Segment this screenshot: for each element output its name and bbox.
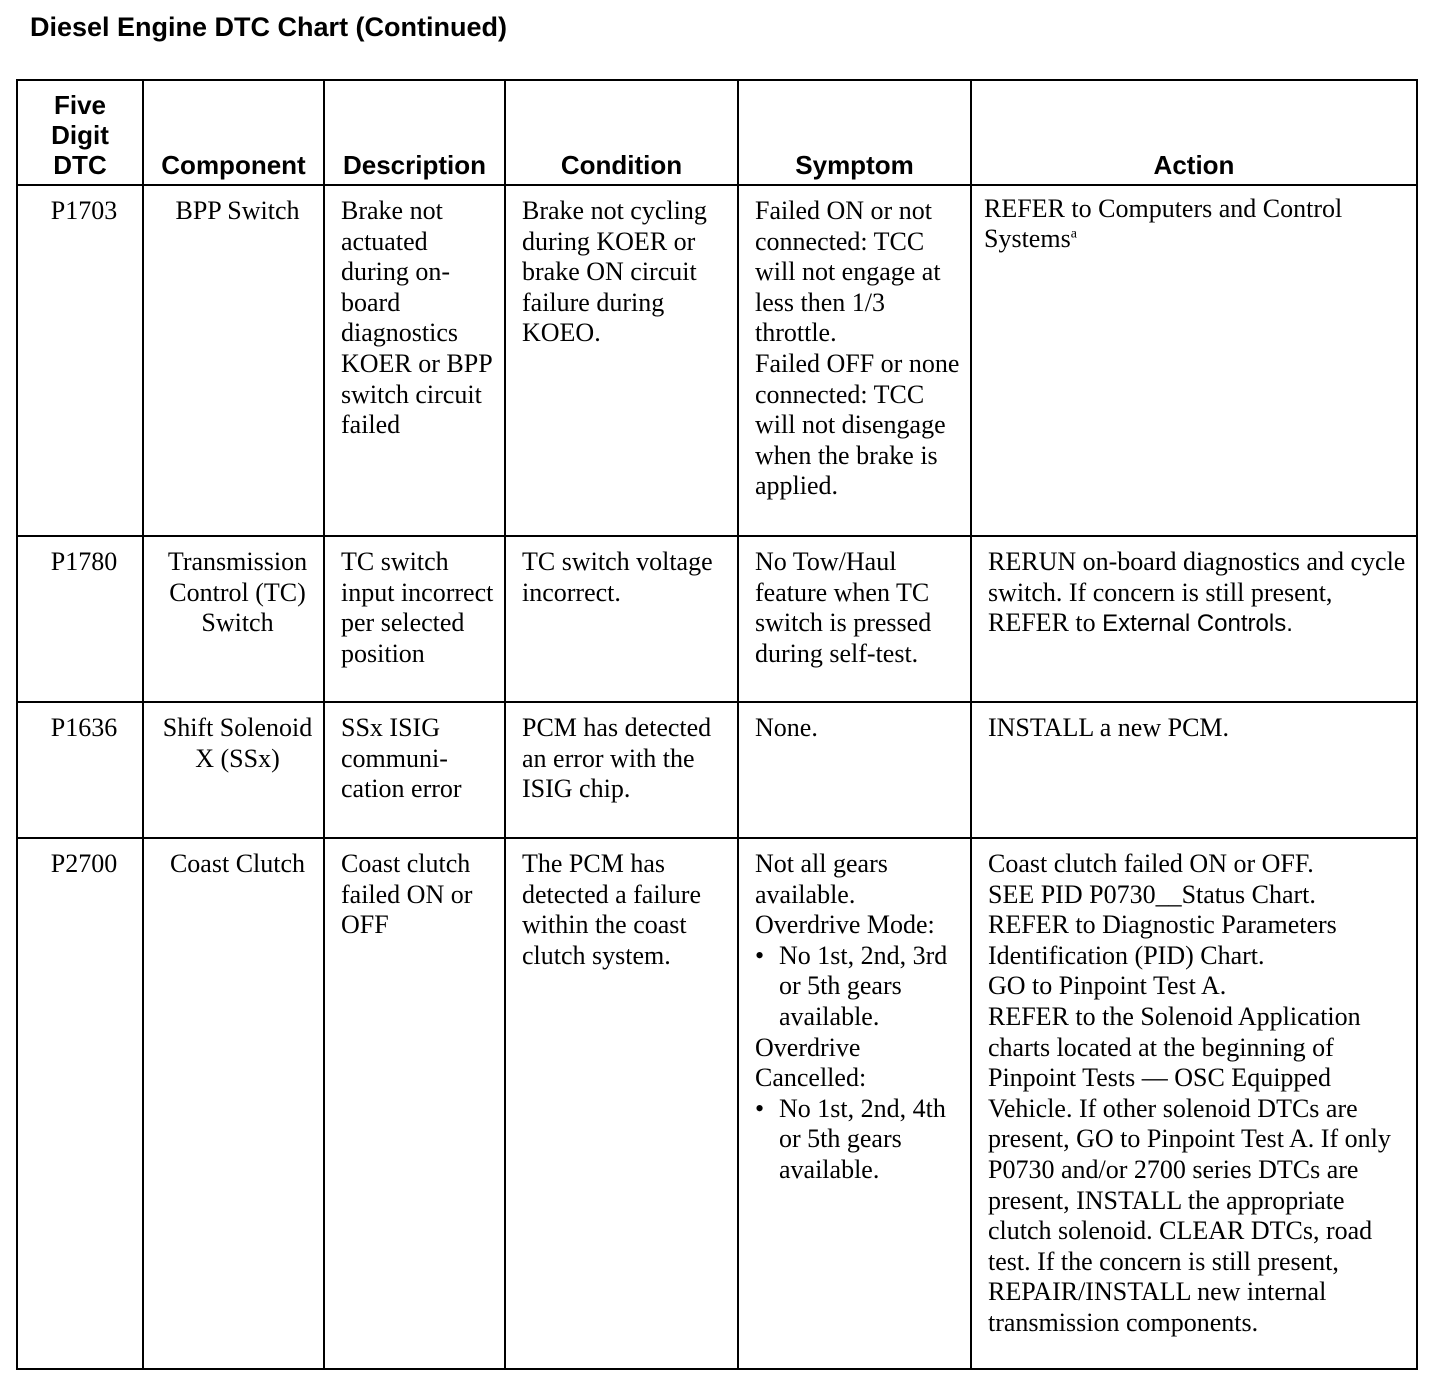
dtc-code: P1636 [17,702,143,838]
condition-cell: Brake not cycling during KOER or brake ON circuit failure during KOEO. [505,185,738,536]
header-dtc: Five Digit DTC [17,80,143,185]
symptom-cell [738,185,971,536]
action-text: GO to Pinpoint Test A. [988,971,1227,1001]
action-cell [971,536,1417,702]
footnote-marker: a [1070,226,1077,242]
action-cell [971,185,1417,536]
condition-cell: The PCM has detected a failure within the coast clutch system. [505,838,738,1369]
dtc-code: P1703 [17,185,143,536]
action-cell: INSTALL a new PCM. [971,702,1417,838]
condition-cell: PCM has detected an error with the ISIG chip. [505,702,738,838]
header-action: Action [971,80,1417,185]
header-description: Description [324,80,505,185]
action-text: RERUN on-board diagnostics and cycle switch. If concern is still present, REFER to [988,547,1406,638]
symptom-text: Failed ON or not connected: TCC will not engage at less then 1/3 throttle. [755,196,941,348]
symptom-cell [738,838,971,1369]
component-cell: BPP Switch [143,185,324,536]
symptom-text: Failed OFF or none connected: TCC will not disengage when the brake is applied. [755,348,960,501]
symptom-text: Not all gears available. [755,849,888,909]
table-header-row [17,80,1417,185]
dtc-code: P1780 [17,536,143,702]
header-condition: Condition [505,80,738,185]
table-row [17,838,1417,1369]
table-row [17,702,1417,838]
description-cell: SSx ISIG communi-cation error [324,702,505,838]
component-cell: Coast Clutch [143,838,324,1369]
component-cell: Shift Solenoid X (SSx) [143,702,324,838]
table-row [17,185,1417,536]
description-cell: TC switch input incorrect per selected position [324,536,505,702]
page-title: Diesel Engine DTC Chart (Continued) [30,12,508,42]
action-text: SEE PID P0730__Status Chart. [988,879,1316,909]
symptom-mode-label: Overdrive Cancelled: [755,1032,867,1093]
description-cell: Coast clutch failed ON or OFF [324,838,505,1369]
header-component: Component [143,80,324,185]
condition-cell: TC switch voltage incorrect. [505,536,738,702]
dtc-code: P2700 [17,838,143,1369]
symptom-cell: None. [738,702,971,838]
symptom-bullet-list [755,941,962,1033]
symptom-bullet: • No 1st, 2nd, 3rd or 5th gears available. [755,941,962,1033]
dtc-table [16,79,1418,1370]
symptom-bullet-list [755,1094,962,1186]
action-text: REFER to the Solenoid Application charts located at the beginning of Pinpoint Tests — OSC Equipped Vehicle. If other solenoid DTCs are present, GO to Pinpoint Test A. If only P0730 and/or 2700 series DTCs are present, INSTALL the appropriate clutch solenoid. CLEAR DTCs, road test. If the concern is still present, REPAIR/INSTALL new internal transmission components. [988,1001,1391,1337]
symptom-cell: No Tow/Haul feature when TC switch is pressed during self-test. [738,536,971,702]
action-text: REFER to Diagnostic Parameters Identification (PID) Chart. [988,910,1337,970]
description-cell: Brake not actuated during on-board diagnostics KOER or BPP switch circuit failed [324,185,505,536]
symptom-mode-label: Overdrive Mode: [755,910,935,940]
action-link-text: External Controls. [1102,610,1293,638]
header-symptom: Symptom [738,80,971,185]
table-row [17,536,1417,702]
action-cell [971,838,1417,1369]
action-text: Coast clutch failed ON or OFF. [988,849,1314,878]
symptom-bullet: • No 1st, 2nd, 4th or 5th gears available. [755,1094,962,1186]
component-cell: Transmission Control (TC) Switch [143,536,324,702]
action-text: REFER to Computers and Control Systems [984,194,1343,253]
